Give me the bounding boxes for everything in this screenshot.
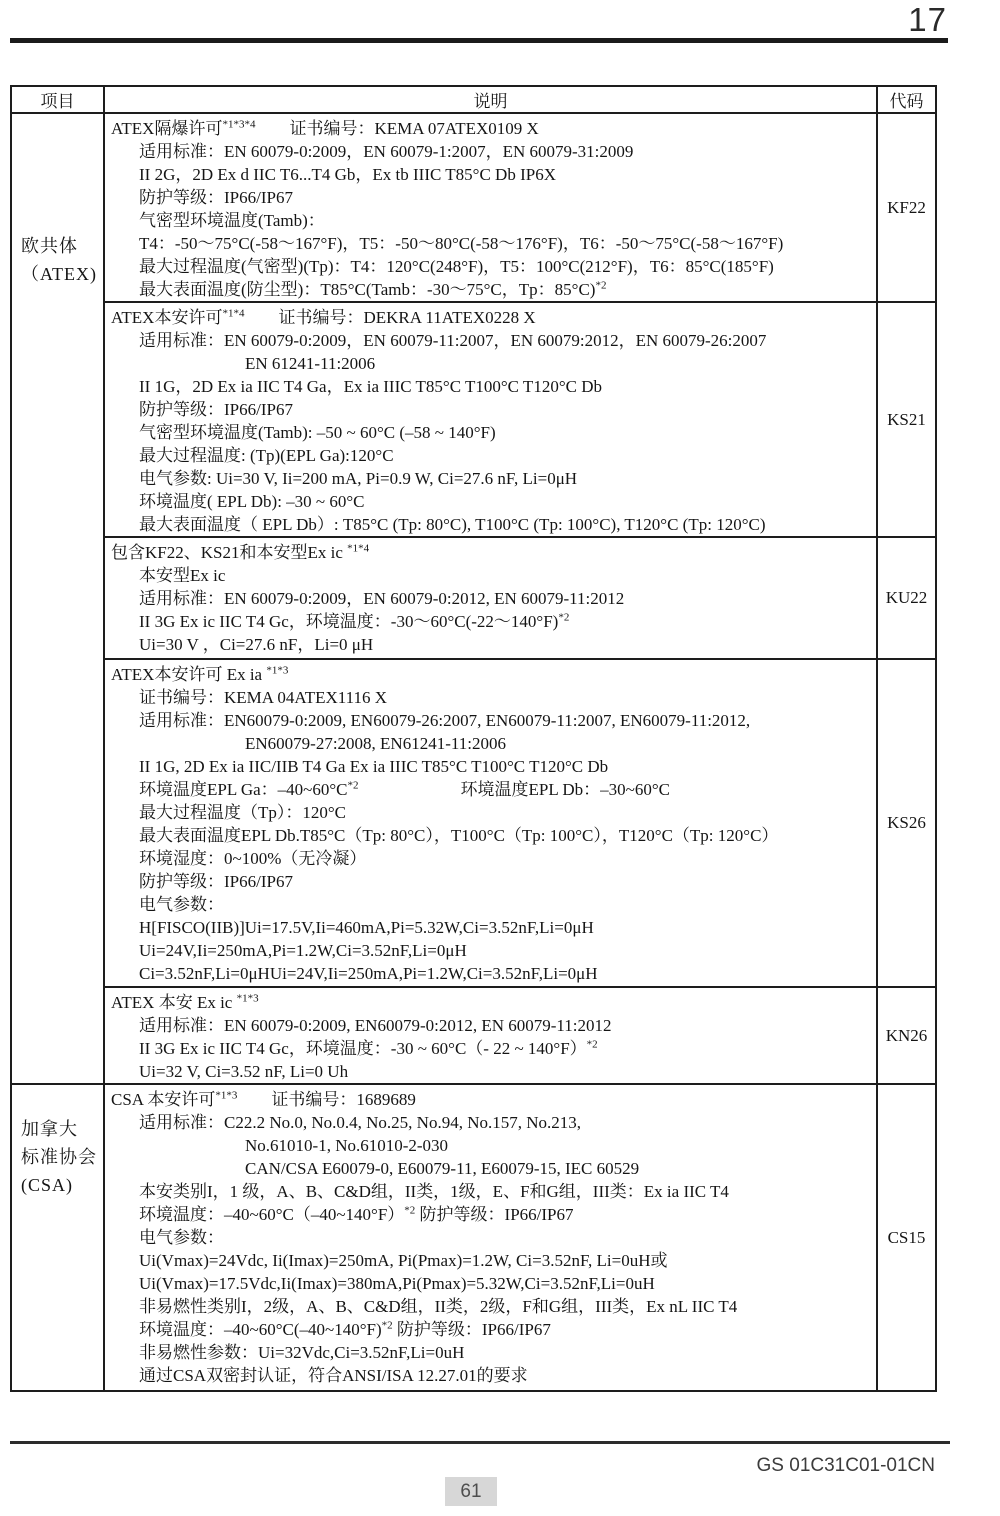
spec-text: 电气参数: Ui=30 V, Ii=200 mA, Pi=0.9 W, Ci=27.6 nF, Li=0μH — [139, 469, 578, 488]
spec-line — [105, 467, 874, 490]
spec-line — [105, 541, 874, 564]
spec-text: 环境温度EPL Ga：–40~60°C — [139, 780, 348, 799]
spec-text: Ui=24V,Ii=250mA,Pi=1.2W,Ci=3.52nF,Li=0μH — [139, 941, 467, 960]
footer-rule — [10, 1441, 950, 1444]
spec-text: II 2G，2D Ex d IIC T6...T4 Gb，Ex tb IIIC T85°C Db IP6X — [139, 165, 556, 184]
spec-line — [105, 1037, 874, 1060]
spec-line — [105, 962, 874, 985]
page-number-badge: 61 — [445, 1477, 497, 1506]
spec-text: 证书编号：1689689 — [237, 1090, 416, 1109]
footnote-marker: *2 — [586, 1038, 598, 1051]
spec-line — [105, 186, 874, 209]
item-label-line: 欧共体 — [21, 236, 78, 256]
item-cell — [11, 1084, 104, 1391]
spec-text: Ci=3.52nF,Li=0μHUi=24V,Ii=250mA,Pi=1.2W,Ci=3.52nF,Li=0μH — [139, 964, 598, 983]
code-cell: KN26 — [877, 987, 936, 1084]
spec-text: II 3G Ex ic IIC T4 Gc，环境温度：-30～60°C(-22～140°F) — [139, 612, 559, 631]
footnote-marker: *1*4 — [347, 542, 370, 555]
footnote-marker: *2 — [347, 779, 359, 792]
spec-line — [105, 232, 874, 255]
spec-line — [105, 306, 874, 329]
description-cell — [104, 1084, 877, 1391]
spec-text: 最大表面温度(防尘型)：T85°C(Tamb：-30～75°C，Tp：85°C) — [139, 280, 596, 299]
description-cell — [104, 537, 877, 659]
spec-text: T4：-50～75°C(-58～167°F)，T5：-50～80°C(-58～176°F)，T6：-50～75°C(-58～167°F) — [139, 234, 784, 253]
spec-line — [105, 421, 874, 444]
spec-text: 气密型环境温度(Tamb): –50 ~ 60°C (–58 ~ 140°F) — [139, 423, 496, 442]
spec-line — [105, 633, 874, 656]
footnote-marker: *2 — [595, 279, 607, 292]
spec-text: ATEX 本安 Ex ic — [111, 993, 237, 1012]
spec-text: 防护等级：IP66/IP67 — [415, 1205, 574, 1224]
spec-line — [105, 1295, 874, 1318]
description-cell — [104, 659, 877, 987]
item-label-line: 加拿大 — [21, 1119, 78, 1139]
footnote-marker: *1*3 — [236, 992, 259, 1005]
footnote-marker: *1*3*4 — [222, 118, 256, 131]
page-number-top: 17 — [908, 1, 947, 38]
code-cell: KS26 — [877, 659, 936, 987]
spec-text: 电气参数： — [139, 895, 224, 914]
item-label-line: 标准协会 — [21, 1147, 97, 1167]
spec-line — [105, 398, 874, 421]
spec-text: 最大过程温度(气密型)(Tp)：T4：120°C(248°F)，T5：100°C(212°F)，T6：85°C(185°F) — [139, 257, 774, 276]
column-header-code: 代码 — [877, 86, 936, 113]
description-cell — [104, 113, 877, 302]
spec-text: Ui=30 V ，Ci=27.6 nF，Li=0 μH — [139, 635, 374, 654]
spec-line — [105, 939, 874, 962]
code-cell: KF22 — [877, 113, 936, 302]
spec-text: No.61010-1, No.61010-2-030 — [245, 1136, 449, 1155]
spec-text: CSA 本安许可 — [111, 1090, 216, 1109]
spec-text: 包含KF22、KS21和本安型Ex ic — [111, 543, 348, 562]
item-cell — [11, 113, 104, 1084]
spec-line — [105, 1134, 874, 1157]
spec-text: 本安类别I，1 级，A、B、C&D组，II类，1级，E、F和G组，III类：Ex ia IIC T4 — [139, 1182, 729, 1201]
spec-line — [105, 870, 874, 893]
spec-line — [105, 1088, 874, 1111]
spec-line — [105, 1364, 874, 1387]
spec-text: ATEX本安许可 — [111, 308, 223, 327]
table-row — [11, 987, 936, 1084]
spec-line — [105, 824, 874, 847]
spec-line — [105, 916, 874, 939]
spec-text: EN60079-27:2008, EN61241-11:2006 — [245, 734, 506, 753]
spec-line — [105, 778, 874, 801]
code-cell: KU22 — [877, 537, 936, 659]
spec-line — [105, 610, 874, 633]
spec-text: II 1G，2D Ex ia IIC T4 Ga，Ex ia IIIC T85°C T100°C T120°C Db — [139, 377, 602, 396]
description-cell — [104, 302, 877, 537]
spec-line — [105, 1249, 874, 1272]
spec-line — [105, 278, 874, 301]
spec-line — [105, 1226, 874, 1249]
spec-text: 最大过程温度（Tp）：120°C — [139, 803, 347, 822]
spec-line — [105, 564, 874, 587]
footnote-marker: *2 — [381, 1319, 393, 1332]
spec-line — [105, 991, 874, 1014]
item-label-line: (CSA) — [21, 1175, 74, 1195]
spec-text: 防护等级：IP66/IP67 — [139, 188, 293, 207]
spec-text: 防护等级：IP66/IP67 — [139, 400, 293, 419]
spec-line — [105, 1060, 874, 1083]
spec-text: Ui=32 V, Ci=3.52 nF, Li=0 Uh — [139, 1062, 349, 1081]
spec-text: 环境湿度：0~100%（无冷凝） — [139, 849, 367, 868]
table-row — [11, 113, 936, 302]
spec-line — [105, 444, 874, 467]
code-cell: CS15 — [877, 1084, 936, 1391]
spec-text: H[FISCO(IIB)]Ui=17.5V,Ii=460mA,Pi=5.32W,Ci=3.52nF,Li=0μH — [139, 918, 594, 937]
spec-text: 环境温度EPL Db：–30~60°C — [358, 780, 670, 799]
spec-line — [105, 1341, 874, 1364]
table-row — [11, 1084, 936, 1391]
spec-text: 适用标准：EN 60079-0:2009, EN60079-0:2012, EN 60079-11:2012 — [139, 1016, 612, 1035]
spec-text: 证书编号：DEKRA 11ATEX0228 X — [244, 308, 536, 327]
spec-line — [105, 755, 874, 778]
item-label-line: （ATEX) — [21, 264, 97, 284]
spec-line — [105, 117, 874, 140]
spec-text: 环境温度：–40~60°C(–40~140°F) — [139, 1320, 382, 1339]
spec-text: 适用标准：EN 60079-0:2009，EN 60079-1:2007，EN 60079-31:2009 — [139, 142, 634, 161]
spec-line — [105, 352, 874, 375]
spec-line — [105, 587, 874, 610]
spec-text: Ui(Vmax)=24Vdc, Ii(Imax)=250mA, Pi(Pmax)=1.2W, Ci=3.52nF, Li=0uH或 — [139, 1251, 668, 1270]
table-row — [11, 302, 936, 537]
spec-line — [105, 1318, 874, 1341]
spec-text: 适用标准：EN60079-0:2009, EN60079-26:2007, EN60079-11:2007, EN60079-11:2012, — [139, 711, 751, 730]
table-row — [11, 537, 936, 659]
spec-text: 适用标准：EN 60079-0:2009，EN 60079-11:2007，EN 60079:2012，EN 60079-26:2007 — [139, 331, 767, 350]
spec-text: 最大过程温度: (Tp)(EPL Ga):120°C — [139, 446, 394, 465]
spec-text: II 1G, 2D Ex ia IIC/IIB T4 Ga Ex ia IIIC T85°C T100°C T120°C Db — [139, 757, 609, 776]
spec-text: 最大表面温度EPL Db.T85°C（Tp: 80°C），T100°C（Tp: 100°C），T120°C（Tp: 120°C） — [139, 826, 779, 845]
spec-text: ATEX隔爆许可 — [111, 119, 223, 138]
spec-line — [105, 893, 874, 916]
spec-line — [105, 709, 874, 732]
spec-text: EN 61241-11:2006 — [245, 354, 376, 373]
spec-text: 环境温度( EPL Db): –30 ~ 60°C — [139, 492, 365, 511]
spec-line — [105, 209, 874, 232]
spec-line — [105, 847, 874, 870]
spec-text: 电气参数： — [139, 1228, 224, 1247]
spec-line — [105, 163, 874, 186]
spec-line — [105, 1157, 874, 1180]
spec-line — [105, 255, 874, 278]
spec-line — [105, 1111, 874, 1134]
spec-line — [105, 1203, 874, 1226]
footnote-marker: *1*3 — [266, 664, 289, 677]
column-header-item: 项目 — [11, 86, 104, 113]
spec-text: 气密型环境温度(Tamb)： — [139, 211, 325, 230]
spec-text: 非易燃性类别I，2级，A、B、C&D组，II类，2级，F和G组，III类，Ex nL IIC T4 — [139, 1297, 738, 1316]
spec-line — [105, 663, 874, 686]
spec-line — [105, 490, 874, 513]
spec-line — [105, 329, 874, 352]
spec-text: CAN/CSA E60079-0, E60079-11, E60079-15, IEC 60529 — [245, 1159, 640, 1178]
table-row — [11, 659, 936, 987]
spec-text: II 3G Ex ic IIC T4 Gc，环境温度：-30 ~ 60°C（- 22 ~ 140°F） — [139, 1039, 587, 1058]
spec-line — [105, 1014, 874, 1037]
spec-text: 证书编号：KEMA 07ATEX0109 X — [255, 119, 539, 138]
footnote-marker: *2 — [558, 611, 570, 624]
spec-text: 环境温度：–40~60°C（–40~140°F） — [139, 1205, 405, 1224]
spec-line — [105, 1272, 874, 1295]
footnote-marker: *1*4 — [222, 307, 245, 320]
spec-text: 最大表面温度（ EPL Db）: T85°C (Tp: 80°C), T100°C (Tp: 100°C), T120°C (Tp: 120°C) — [139, 515, 766, 534]
column-header-description: 说明 — [104, 86, 877, 113]
spec-line — [105, 801, 874, 824]
spec-line — [105, 686, 874, 709]
document-number: GS 01C31C01-01CN — [756, 1455, 935, 1476]
spec-line — [105, 732, 874, 755]
header-rule — [10, 38, 948, 43]
spec-line — [105, 375, 874, 398]
spec-text: 防护等级：IP66/IP67 — [139, 872, 293, 891]
spec-text: 通过CSA双密封认证，符合ANSI/ISA 12.27.01的要求 — [139, 1366, 528, 1385]
spec-text: 防护等级：IP66/IP67 — [392, 1320, 551, 1339]
footnote-marker: *1*3 — [215, 1089, 238, 1102]
spec-line — [105, 513, 874, 536]
certification-spec-table — [10, 85, 937, 1392]
spec-text: 非易燃性参数：Ui=32Vdc,Ci=3.52nF,Li=0uH — [139, 1343, 465, 1362]
spec-text: 本安型Ex ic — [139, 566, 226, 585]
spec-line — [105, 1180, 874, 1203]
code-cell: KS21 — [877, 302, 936, 537]
spec-line — [105, 140, 874, 163]
spec-text: Ui(Vmax)=17.5Vdc,Ii(Imax)=380mA,Pi(Pmax)=5.32W,Ci=3.52nF,Li=0uH — [139, 1274, 655, 1293]
description-cell — [104, 987, 877, 1084]
footnote-marker: *2 — [404, 1204, 416, 1217]
table-header-row — [11, 86, 936, 113]
spec-text: 证书编号：KEMA 04ATEX1116 X — [139, 688, 388, 707]
spec-text: 适用标准：EN 60079-0:2009，EN 60079-0:2012, EN 60079-11:2012 — [139, 589, 625, 608]
spec-text: ATEX本安许可 Ex ia — [111, 665, 267, 684]
spec-text: 适用标准：C22.2 No.0, No.0.4, No.25, No.94, No.157, No.213, — [139, 1113, 581, 1132]
